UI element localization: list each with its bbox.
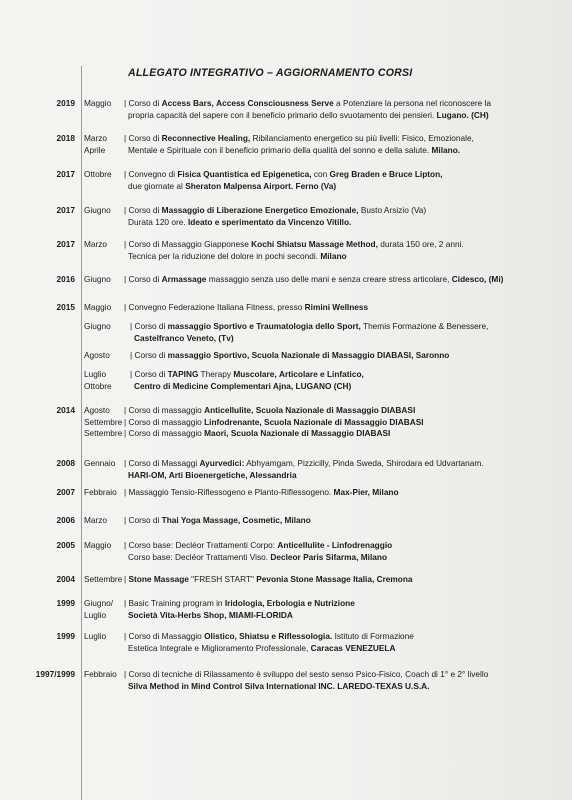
entry-months: [84, 302, 111, 314]
entry-month: Luglio: [84, 631, 107, 641]
description-line: Corso base: Decléor Trattamenti Viso. Decleor Paris Sifarma, Milano: [128, 551, 388, 562]
description-line: HARI-OM, Arti Bioenergetiche, Alessandria: [128, 469, 297, 480]
entry-year: 2017: [56, 205, 75, 215]
description-line: | Corso di Massaggio Giapponese Kochi Shiatsu Massage Method, durata 150 ore, 2 anni.: [124, 239, 464, 249]
entry-description: [124, 169, 564, 192]
description-line: due giornate al Sheraton Malpensa Airport. Ferno (Va): [128, 180, 337, 191]
entry-month: Maggio: [84, 98, 112, 108]
description-line: | Corso di tecniche di Rilassamento è sviluppo del sesto senso Psico-Fisico, Coach di 1° e 2° livello: [124, 669, 489, 679]
entry-year: 2006: [56, 515, 75, 525]
entry-months: [84, 487, 117, 499]
entry-description: [124, 205, 564, 228]
description-line: | Corso di Massaggi Ayurvedici: Abhyamgam, Pizzicilly, Pinda Sweda, Shirodara ed Udvartanam.: [124, 458, 484, 468]
entry-months: [84, 350, 110, 362]
entry-description: [124, 302, 564, 314]
description-line: | Corso di massaggio Sportivo e Traumatologia dello Sport, Themis Formazione & Benessere,: [130, 321, 489, 331]
entry-month: Settembre: [84, 574, 123, 584]
entry-year: 2004: [56, 574, 75, 584]
entry-description: [124, 631, 564, 654]
entry-description: [124, 540, 564, 563]
entry-description: [124, 274, 564, 286]
description-line: Mentale e Spirituale con il beneficio primario della qualità del sonno e della salute. Milano.: [128, 144, 461, 155]
entry-year: 2014: [56, 405, 75, 415]
entry-months: [84, 598, 113, 621]
entry-year: 2007: [56, 487, 75, 497]
entry-description: [130, 321, 570, 344]
entry-month: Giugno: [84, 274, 111, 284]
entry-month: Maggio: [84, 540, 112, 550]
description-line: | Basic Training program in Iridologia, Erbologia e Nutrizione: [124, 598, 355, 608]
entry-months: [84, 133, 107, 156]
description-line: | Corso di Thai Yoga Massage, Cosmetic, Milano: [124, 515, 311, 525]
entry-months: [84, 321, 111, 333]
description-line: | Massaggio Tensio-Riflessogeno e Planto-Riflessogeno. Max-Pier, Milano: [124, 487, 399, 497]
entry-month: Luglio: [84, 609, 107, 620]
entry-months: [84, 239, 107, 251]
entry-description: [124, 405, 564, 440]
entry-month: Settembre: [84, 428, 123, 438]
description-line: | Corso di Access Bars, Access Consciousness Serve a Potenziare la persona nel riconoscere la: [124, 98, 491, 108]
entry-months: [84, 631, 106, 643]
entry-description: [124, 98, 564, 121]
description-line: | Corso di TAPING Therapy Muscolare, Articolare e Linfatico,: [130, 369, 364, 379]
entry-month: Maggio: [84, 302, 112, 312]
entry-month: Marzo: [84, 239, 108, 249]
entry-year: 2005: [56, 540, 75, 550]
entry-month: Ottobre: [84, 380, 112, 391]
entry-month: Aprile: [84, 144, 106, 155]
entry-description: [124, 458, 564, 481]
margin-rule: [81, 66, 82, 800]
description-line: Società Vita-Herbs Shop, MIAMI-FLORIDA: [128, 609, 293, 620]
description-line: | Convegno di Fisica Quantistica ed Epigenetica, con Greg Braden e Bruce Lipton,: [124, 169, 443, 179]
entry-month: Agosto: [84, 405, 110, 415]
description-line: Estetica Integrale e Miglioramento Professionale, Caracas VENEZUELA: [128, 642, 396, 653]
description-line: | Stone Massage "FRESH START" Pevonia Stone Massage Italia, Cremona: [124, 574, 413, 584]
entry-description: [130, 350, 570, 362]
description-line: Tecnica per la riduzione del dolore in pochi secondi. Milano: [128, 250, 347, 261]
entry-year: 1999: [56, 598, 75, 608]
entry-description: [124, 515, 564, 527]
description-line: Silva Method in Mind Control Silva International INC. LAREDO-TEXAS U.S.A.: [128, 680, 430, 691]
description-line: | Corso di Massaggio di Liberazione Energetico Emozionale, Busto Arsizio (Va): [124, 205, 427, 215]
entry-year: 1999: [56, 631, 75, 641]
entry-month: Settembre: [84, 416, 123, 427]
description-line: | Corso di massaggio Linfodrenante, Scuola Nazionale di Massaggio DIABASI: [124, 416, 424, 427]
entry-year: 2008: [56, 458, 75, 468]
entry-month: Marzo: [84, 515, 108, 525]
entry-description: [124, 669, 564, 692]
entry-description: [124, 598, 564, 621]
entry-month: Giugno: [84, 205, 111, 215]
entry-month: Ottobre: [84, 169, 112, 179]
entry-month: Giugno: [84, 321, 111, 331]
entry-months: [84, 669, 117, 681]
entry-months: [84, 98, 111, 110]
description-line: | Corso di Massaggio Olistico, Shiatsu e Riflessologia. Istituto di Formazione: [124, 631, 414, 641]
entry-month: Gennaio: [84, 458, 116, 468]
description-line: | Corso di massaggio Maori, Scuola Nazionale di Massaggio DIABASI: [124, 428, 391, 438]
entry-year: 2015: [56, 302, 75, 312]
description-line: | Corso di massaggio Anticellulite, Scuola Nazionale di Massaggio DIABASI: [124, 405, 416, 415]
entry-months: [84, 540, 111, 552]
entry-description: [124, 574, 564, 586]
description-line: Durata 120 ore. Ideato e sperimentato da Vincenzo Vitillo.: [128, 216, 352, 227]
entry-description: [124, 239, 564, 262]
description-line: | Corso di massaggio Sportivo, Scuola Nazionale di Massaggio DIABASI, Saronno: [130, 350, 450, 360]
entry-description: [124, 487, 564, 499]
entry-month: Febbraio: [84, 487, 117, 497]
entry-month: Marzo: [84, 133, 108, 143]
entry-year: 2016: [56, 274, 75, 284]
entry-year: 1997/1999: [35, 669, 75, 679]
entry-year: 2019: [56, 98, 75, 108]
entry-month: Luglio: [84, 369, 107, 379]
entry-months: [84, 405, 122, 440]
entry-month: Giugno/: [84, 598, 114, 608]
description-line: | Corso base: Decléor Trattamenti Corpo: Anticellulite - Linfodrenaggio: [124, 540, 393, 550]
entry-months: [84, 369, 112, 392]
entry-months: [84, 574, 122, 586]
description-line: propria capacità del sapere con il beneficio primario dello svuotamento dei pensieri. Lugano. (CH): [128, 109, 489, 120]
entry-year: 2017: [56, 239, 75, 249]
entry-description: [130, 369, 570, 392]
entry-months: [84, 515, 107, 527]
entry-months: [84, 169, 112, 181]
entry-month: Febbraio: [84, 669, 117, 679]
description-line: | Corso di Armassage massaggio senza uso delle mani e senza creare stress articolare, Cidesco, (Mi): [124, 274, 504, 284]
entry-month: Agosto: [84, 350, 110, 360]
entry-year: 2017: [56, 169, 75, 179]
entry-description: [124, 133, 564, 156]
entry-months: [84, 458, 115, 470]
document-title: ALLEGATO INTEGRATIVO – AGGIORNAMENTO CORSI: [128, 67, 413, 79]
entry-months: [84, 274, 111, 286]
description-line: Castelfranco Veneto, (Tv): [134, 332, 234, 343]
entry-year: 2018: [56, 133, 75, 143]
description-line: | Convegno Federazione Italiana Fitness, presso Rimini Wellness: [124, 302, 369, 312]
entry-months: [84, 205, 111, 217]
description-line: | Corso di Reconnective Healing, Ribilanciamento energetico su più livelli: Fisico, Emozionale,: [124, 133, 474, 143]
description-line: Centro di Medicine Complementari Ajna, LUGANO (CH): [134, 380, 352, 391]
